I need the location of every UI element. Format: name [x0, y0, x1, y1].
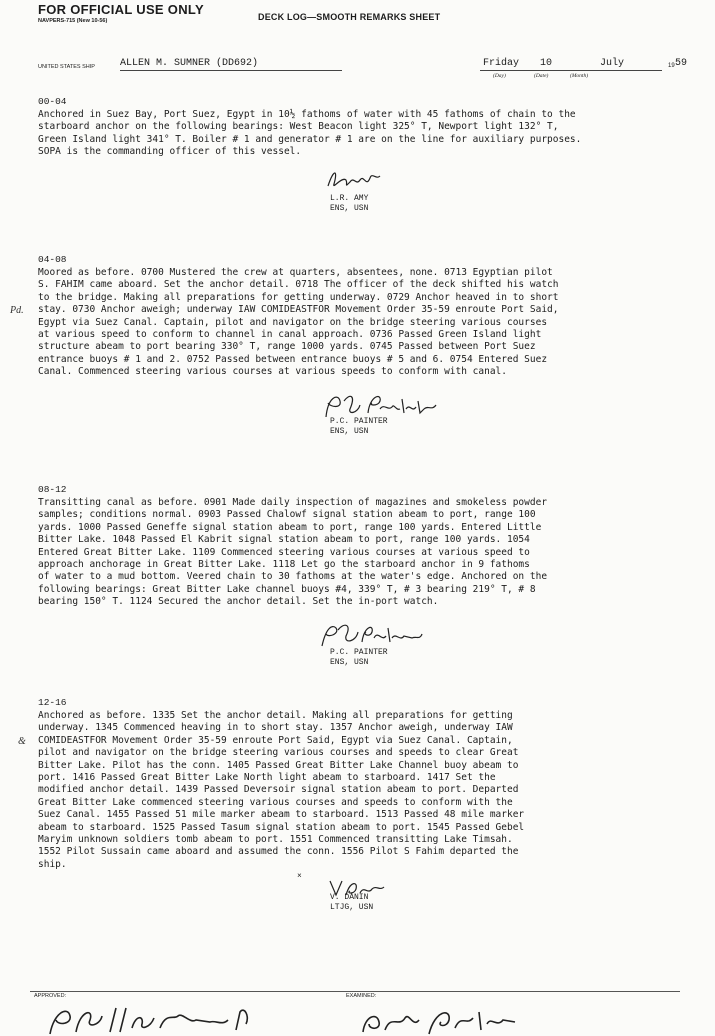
watch-entry-12-16	[38, 697, 678, 871]
handwritten-signature	[326, 875, 386, 899]
sheet-title: DECK LOG—SMOOTH REMARKS SHEET	[258, 12, 441, 22]
stray-mark: ×	[297, 872, 302, 881]
signer-rank: LTJG, USN	[330, 903, 374, 912]
header-block	[38, 2, 204, 24]
caption-month: (Month)	[570, 73, 589, 79]
signer-rank: ENS, USN	[330, 204, 369, 213]
log-year: 59	[675, 58, 688, 69]
date-underline	[480, 70, 662, 71]
log-date: 10	[540, 58, 553, 69]
signer-name: P.C. PAINTER	[330, 417, 388, 426]
signer-rank: ENS, USN	[330, 427, 369, 436]
approved-label: APPROVED:	[34, 993, 67, 999]
log-month: July	[600, 58, 625, 69]
watch-entry-04-08	[38, 254, 678, 379]
handwritten-signature	[316, 620, 426, 650]
margin-note: Pd.	[10, 305, 24, 316]
official-use-banner: FOR OFFICIAL USE ONLY	[38, 2, 204, 17]
approved-signature	[40, 1002, 280, 1036]
signer-rank: ENS, USN	[330, 658, 369, 667]
watch-period: 12-16	[38, 697, 67, 708]
signer-name: P.C. PAINTER	[330, 648, 388, 657]
ship-label: UNITED STATES SHIP	[38, 64, 95, 70]
signature-block-00-04	[330, 174, 368, 214]
watch-remarks: Anchored as before. 1335 Set the anchor detail. Making all preparations for getting underway. 1345 Commenced heaving in to short stay. 1357 Anchor aweigh, underway IAW COMIDEASTFOR Movement Order 35-59 enroute Port Said, Egypt via Suez Canal. Captain, pilot and navigator on the bridge steering various courses and speeds to clear Great Bitter Lake. Pilot has the conn. 1405 Passed Great Bitter Lake Channel buoy abeam to port. 1416 Passed Great Bitter Lake North light abeam to starboard. 1417 Set the modified anchor detail. 1439 Passed Deversoir signal station abeam to port. Departed Great Bitter Lake commenced steering various courses and speeds to conform with the Suez Canal. 1455 Passed 51 mile marker abeam to starboard. 1513 Passed 48 mile marker abeam to starboard. 1525 Passed Tasum signal station abeam to port. 1545 Passed Gebel Maryim unknown soldiers tomb abeam to port. 1551 Commenced transitting Lake Timsah. 1552 Pilot Sussain came aboard and assumed the conn. 1556 Pilot S Fahim departed the ship.	[38, 710, 525, 870]
year-prefix: 19	[668, 63, 675, 69]
watch-period: 00-04	[38, 96, 67, 107]
handwritten-signature	[324, 166, 384, 194]
examined-label: EXAMINED:	[346, 993, 377, 999]
form-number: NAVPERS-715 (New 10-56)	[38, 18, 108, 24]
signer-name: L.R. AMY	[330, 194, 369, 203]
signature-block-08-12	[330, 628, 388, 668]
watch-remarks: Moored as before. 0700 Mustered the crew at quarters, absentees, none. 0713 Egyptian pilot S. FAHIM came aboard. Set the anchor detail. 0718 The officer of the deck shifted his watch to the bridge. Making all preparations for getting underway. 0729 Anchor heaved in to short stay. 0730 Anchor aweigh; underway IAW COMIDEASTFOR Movement Order 35-59 enroute Port Said, Egypt via Suez Canal. Captain, pilot and navigator on the bridge steering various courses at various speed to conform to channel in canal approach. 0736 Passed Green Island light structure abeam to port bearing 330° T, range 1000 yards. 0745 Passed between Port Suez entrance buoys # 1 and 2. 0752 Passed between entrance buoys # 5 and 6. 0754 Entered Suez Canal. Commenced steering various courses at various speeds to conform with canal.	[38, 267, 559, 378]
ship-underline	[120, 70, 342, 71]
watch-remarks: Anchored in Suez Bay, Port Suez, Egypt in 10½ fathoms of water with 45 fathoms of chain to the starboard anchor on the following bearings: West Beacon light 325° T, Newport light 132° T, Green Island light 341° T. Boiler # 1 and generator # 1 are on the line for auxiliary purposes. SOPA is the commanding officer of this vessel.	[38, 109, 582, 158]
signer-name: V. DANIN	[330, 893, 369, 902]
footer-divider	[30, 991, 680, 992]
watch-period: 04-08	[38, 254, 67, 265]
watch-entry-00-04	[38, 96, 678, 159]
examined-signature	[355, 1004, 535, 1036]
ship-date-row	[38, 58, 688, 82]
watch-period: 08-12	[38, 484, 67, 495]
watch-remarks: Transitting canal as before. 0901 Made daily inspection of magazines and smokeless powder samples; conditions normal. 0903 Passed Chalowf signal station abeam to port, range 100 yards. 1000 Passed Geneffe signal station abeam to port, range 100 yards. Entered Little Bitter Lake. 1048 Passed El Kabrit signal station abeam to port, range 100 yards. 1054 Entered Great Bitter Lake. 1109 Commenced steering various courses at various speed to approach anchorage in Great Bitter Lake. 1118 Let go the starboard anchor in 9 fathoms of water to a mud bottom. Veered chain to 30 fathoms at the water's edge. Anchored on the following bearings: Great Bitter Lake channel buoys #4, 339° T, # 3 bearing 219° T, # 8 bearing 150° T. 1124 Secured the anchor detail. Set the in-port watch.	[38, 497, 548, 608]
signature-block-04-08	[330, 397, 388, 437]
caption-date: (Date)	[534, 73, 549, 79]
watch-entry-08-12	[38, 484, 678, 609]
signature-block-12-16	[330, 883, 373, 913]
margin-note: &	[18, 736, 26, 747]
handwritten-signature	[320, 391, 440, 421]
log-day: Friday	[483, 58, 520, 69]
ship-name: ALLEN M. SUMNER (DD692)	[120, 58, 259, 69]
caption-day: (Day)	[493, 73, 506, 79]
